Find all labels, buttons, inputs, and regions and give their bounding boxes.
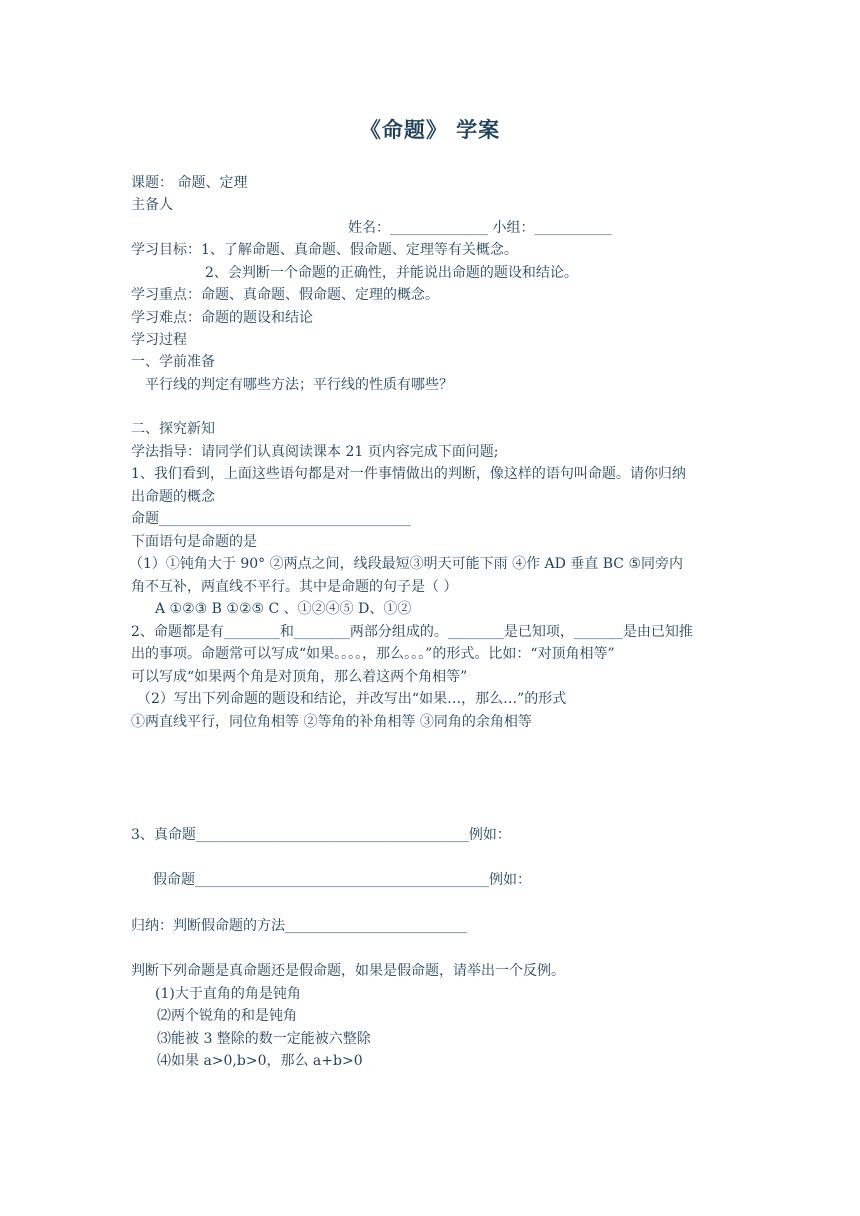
text-line: 学习重点：命题、真命题、假命题、定理的概念。 (131, 287, 439, 303)
text-line: 学习过程 (131, 332, 187, 348)
text-line: 归纳：判断假命题的方法__________________________ (131, 918, 467, 934)
list-item: ⑷如果 a>0,b>0，那么 a+b>0 (157, 1053, 363, 1069)
text-line: （1）①钝角大于 90° ②两点之间，线段最短③明天可能下雨 ④作 AD 垂直 BC ⑤同旁内 (129, 556, 684, 572)
text-line: 学习目标：1、了解命题、真命题、假命题、定理等有关概念。 (131, 242, 518, 258)
text-line: 出的事项。命题常可以写成“如果。。。。，那么。。。”的形式。比如：“对顶角相等” (131, 646, 615, 662)
text-line: （2）写出下列命题的题设和结论，并改写出“如果…，那么…”的形式 (137, 691, 567, 707)
list-item: (1)大于直角的角是钝角 (155, 986, 301, 1002)
text-line: 判断下列命题是真命题还是假命题，如果是假命题，请举出一个反例。 (131, 963, 565, 979)
text-line: ①两直线平行，同位角相等 ②等角的补角相等 ③同角的余角相等 (131, 714, 532, 730)
text-line: 下面语句是命题的是 (131, 534, 257, 550)
text-line: 可以写成“如果两个角是对顶角，那么着这两个角相等” (131, 669, 468, 685)
document-title: 《命题》 学案 (359, 117, 501, 142)
text-line: 假命题__________________________________________例如： (153, 872, 531, 888)
section-heading: 二、探究新知 (131, 421, 215, 437)
text-line: 角不互补，两直线不平行。其中是命题的句子是（ ） (131, 579, 458, 595)
text-line: 学法指导：请同学们认真阅读课本 21 页内容完成下面问题; (131, 444, 499, 460)
text-line: 平行线的判定有哪些方法；平行线的性质有哪些？ (145, 377, 453, 393)
text-line: 学习难点：命题的题设和结论 (131, 310, 313, 326)
text-line: 出命题的概念 (131, 489, 215, 505)
text-line: 2、会判断一个命题的正确性，并能说出命题的题设和结论。 (205, 265, 578, 281)
text-line: 1、我们看到，上面这些语句都是对一件事情做出的判断，像这样的语句叫命题。请你归纳 (131, 466, 686, 482)
choice-options: A ①②③ B ①②⑤ C 、①②④⑤ D、①② (155, 601, 412, 617)
list-item: ⑶能被 3 整除的数一定能被六整除 (157, 1031, 371, 1047)
text-line: 课题： 命题、定理 (131, 175, 248, 191)
text-line: 2、命题都是有________和________两部分组成的。________是已知项，_______是由已知推 (131, 624, 693, 640)
section-heading: 一、学前准备 (131, 354, 215, 370)
text-line: 命题____________________________________ (131, 511, 411, 527)
text-line: 3、真命题_______________________________________例如： (131, 827, 511, 843)
name-group-line: 姓名：______________ 小组：___________ (348, 220, 612, 236)
text-line: 主备人 (131, 197, 173, 213)
list-item: ⑵两个锐角的和是钝角 (157, 1008, 297, 1024)
